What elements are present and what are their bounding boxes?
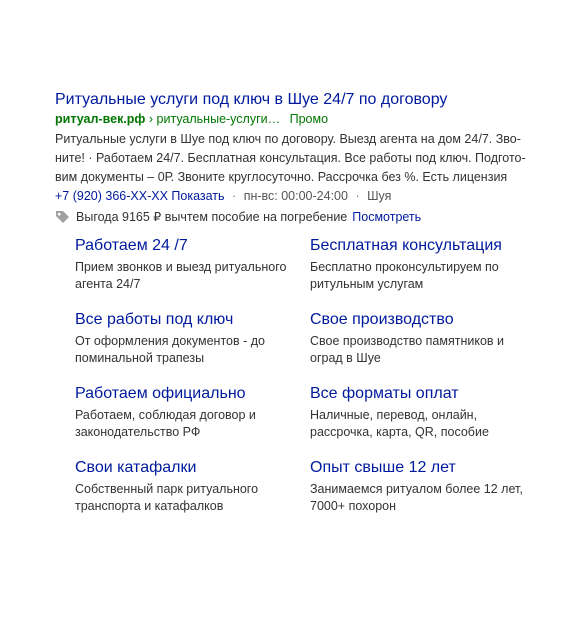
sitelink-title[interactable]: Все форматы оплат xyxy=(310,385,459,402)
ad-snippet xyxy=(55,130,551,187)
sitelink-item xyxy=(310,236,535,293)
sitelink-title[interactable]: Работаем официально xyxy=(75,385,246,402)
ad-path-link[interactable]: ритуальные-услуги… xyxy=(156,112,281,126)
sitelink-item xyxy=(75,458,300,515)
sitelink-desc-line: поминальной трапезы xyxy=(75,351,205,365)
sitelink-desc-line: ритульным услугам xyxy=(310,277,424,291)
snippet-line: вим документы – 0Р. Звоните круглосуточно. Рассрочка без %. Есть лицензия xyxy=(55,170,508,184)
price-tag-icon xyxy=(55,210,70,224)
ad-url-line xyxy=(55,111,555,127)
sitelink-description xyxy=(75,259,300,293)
sitelink-desc-line: От оформления документов - до xyxy=(75,334,265,348)
sitelink-desc-line: транспорта и катафалков xyxy=(75,499,224,513)
sitelink-title[interactable]: Свои катафалки xyxy=(75,459,197,476)
sitelink-desc-line: Свое производство памятников и xyxy=(310,334,505,348)
sitelink-description xyxy=(75,481,300,515)
sitelink-desc-line: оград в Шуе xyxy=(310,351,381,365)
sitelink-desc-line: рассрочка, карта, QR, пособие xyxy=(310,425,489,439)
sitelink-item xyxy=(310,310,535,367)
benefit-line xyxy=(55,208,555,226)
sitelink-description xyxy=(310,481,535,515)
sitelink-description xyxy=(310,407,535,441)
snippet-line: ните! · Работаем 24/7. Бесплатная консультация. Все работы под ключ. Подгото- xyxy=(55,151,526,165)
sitelink-desc-line: 7000+ похорон xyxy=(310,499,397,513)
separator-dot: · xyxy=(355,189,360,203)
sitelink-item xyxy=(310,384,535,441)
ad-domain-link[interactable]: ритуал-век.рф xyxy=(55,112,146,126)
sitelink-title[interactable]: Опыт свыше 12 лет xyxy=(310,459,456,476)
sitelink-description xyxy=(75,333,300,367)
path-separator: › xyxy=(148,112,154,126)
separator-dot: · xyxy=(232,189,237,203)
sitelink-desc-line: Прием звонков и выезд ритуального xyxy=(75,260,287,274)
sitelink-item xyxy=(75,310,300,367)
working-hours: пн-вс: 00:00-24:00 xyxy=(243,189,348,203)
snippet-line: Ритуальные услуги в Шуе под ключ по договору. Выезд агента на дом 24/7. Зво- xyxy=(55,132,521,146)
contact-line xyxy=(55,187,555,205)
phone-number: +7 (920) 366-XX-XX xyxy=(55,189,168,203)
sitelink-desc-line: Собственный парк ритуального xyxy=(75,482,259,496)
sitelink-desc-line: Наличные, перевод, онлайн, xyxy=(310,408,478,422)
sitelink-title[interactable]: Бесплатная консультация xyxy=(310,237,502,254)
search-ad xyxy=(55,90,555,226)
sitelink-desc-line: Занимаемся ритуалом более 12 лет, xyxy=(310,482,523,496)
promo-label: Промо xyxy=(289,112,329,126)
sitelink-item xyxy=(310,458,535,515)
sitelink-title[interactable]: Свое производство xyxy=(310,311,454,328)
sitelink-description xyxy=(75,407,300,441)
sitelink-desc-line: Работаем, соблюдая договор и xyxy=(75,408,256,422)
sitelink-description xyxy=(310,259,535,293)
city-label: Шуя xyxy=(367,189,392,203)
sitelink-description xyxy=(310,333,535,367)
sitelink-desc-line: агента 24/7 xyxy=(75,277,141,291)
ad-title-link[interactable]: Ритуальные услуги под ключ в Шуе 24/7 по договору xyxy=(55,91,448,108)
sitelink-desc-line: законодательство РФ xyxy=(75,425,201,439)
sitelink-title[interactable]: Все работы под ключ xyxy=(75,311,234,328)
benefit-view-link[interactable]: Посмотреть xyxy=(352,210,422,224)
sitelink-title[interactable]: Работаем 24 /7 xyxy=(75,237,188,254)
benefit-text: Выгода 9165 ₽ вычтем пособие на погребение xyxy=(76,210,348,224)
sitelink-item xyxy=(75,236,300,293)
show-phone-link[interactable]: Показать xyxy=(171,189,225,203)
sitelink-desc-line: Бесплатно проконсультируем по xyxy=(310,260,499,274)
sitelink-item xyxy=(75,384,300,441)
